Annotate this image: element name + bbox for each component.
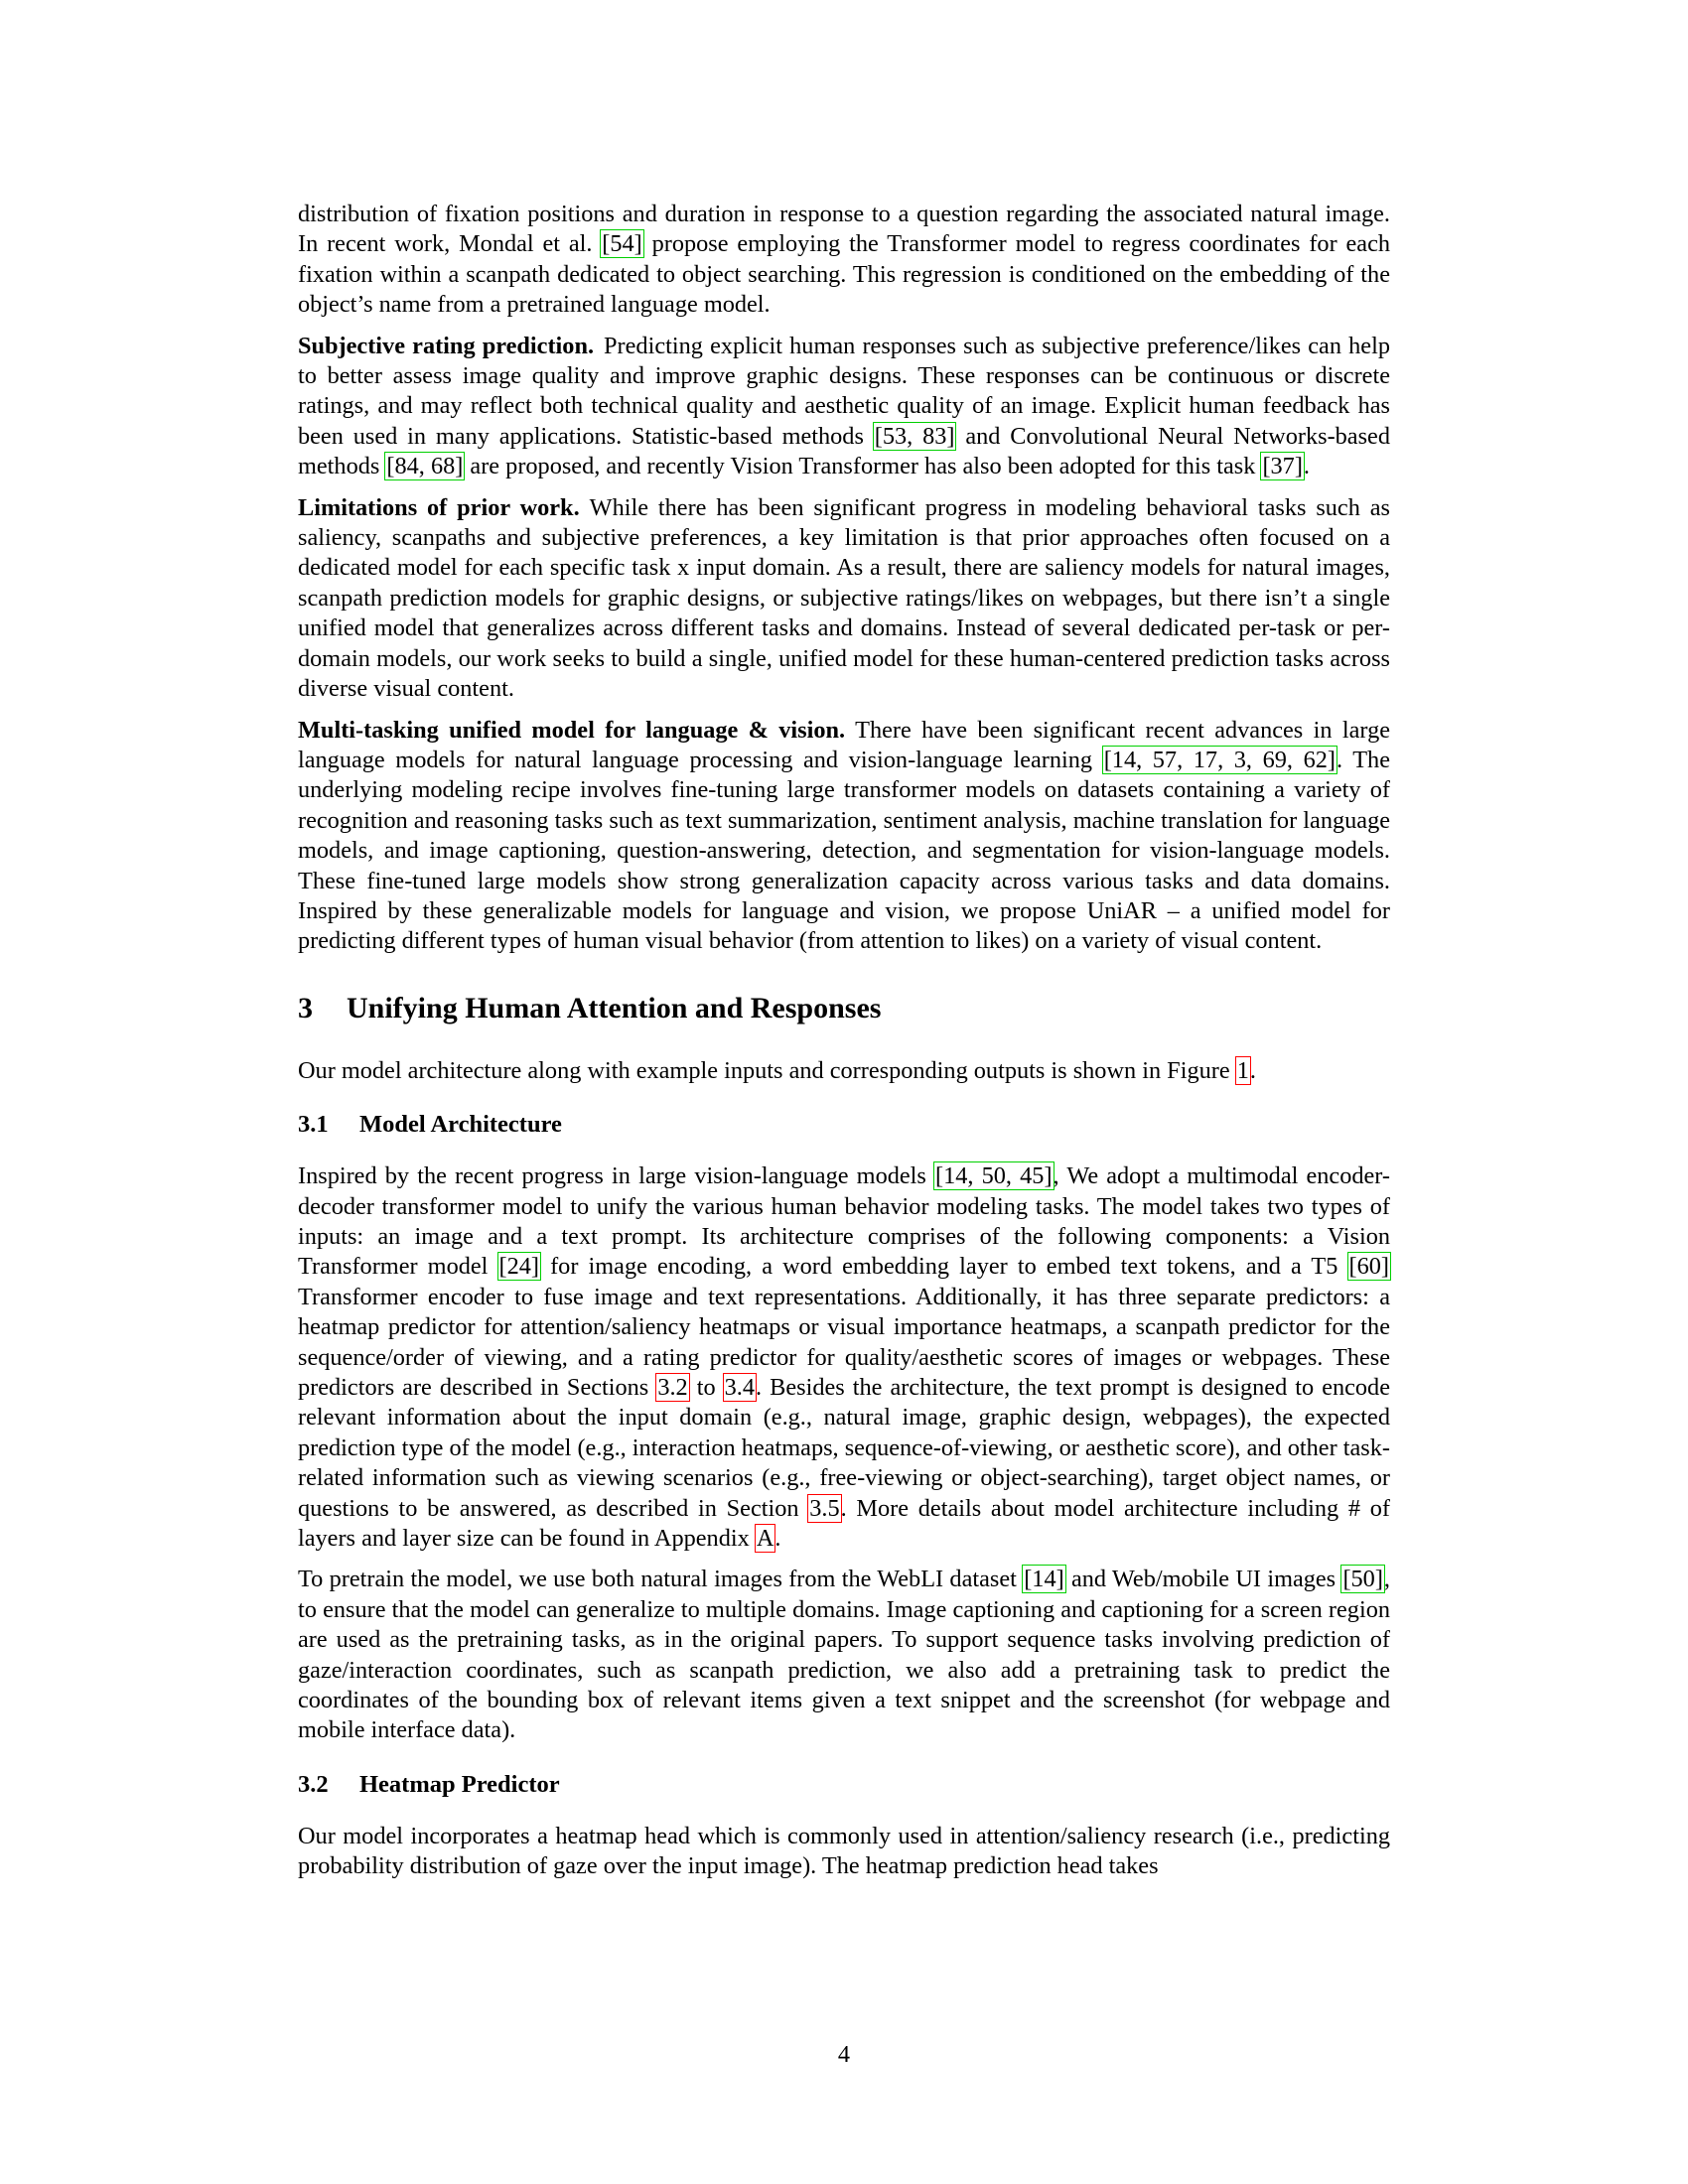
paragraph-subjective-rating: Subjective rating prediction. Predicting explicit human responses such as subjective preference/likes can help to better assess image quality and improve graphic designs. These responses can be continuous or discrete ratings, and may reflect both technical quality and aesthetic quality of an image. Explicit human feedback has been used in many applications. Statistic-based methods [53, 83] and Convolutional Neural Networks-based methods [84, 68] are proposed, and recently Vision Transformer has also been adopted for this task [37]. <box>298 332 1390 480</box>
citation-link[interactable]: [53, 83] <box>874 422 955 450</box>
section-reference-link[interactable]: 3.5 <box>809 1494 840 1522</box>
paragraph-gaze-prediction: distribution of fixation positions and duration in response to a question regarding the associated natural image. In recent work, Mondal et al. [54] propose employing the Transformer model to regress coordinates for each fixation within a scanpath dedicated to object searching. This regression is conditioned on the embedding of the object’s name from a pretrained language model. <box>298 201 1391 319</box>
citation-link[interactable]: [14, 50, 45] <box>935 1162 1053 1190</box>
paragraph-heading: Multi-tasking unified model for language & vision. <box>298 716 846 744</box>
subsection-number: 3.1 <box>298 1111 329 1139</box>
subsection-heading <box>298 1770 1390 1800</box>
citation-link[interactable]: [54] <box>602 230 642 258</box>
subsection-title: Model Architecture <box>359 1111 562 1139</box>
citation-link[interactable]: [37] <box>1262 453 1303 480</box>
figure-reference-link[interactable]: 1 <box>1236 1056 1249 1084</box>
paragraph-limitations: Limitations of prior work. While there has been significant progress in modeling behavioral tasks such as saliency, scanpaths and subjective preferences, a key limitation is that prior approaches often focused on a dedicated model for each specific task x input domain. As a result, there are saliency models for natural images, scanpath prediction models for graphic designs, or subjective ratings/likes on webpages, but there isn’t a single unified model that generalizes across different tasks and domains. Instead of several dedicated per-task or per-domain models, our work seeks to build a single, unified model for these human-centered prediction tasks across diverse visual content. <box>298 493 1390 703</box>
paragraph-pretraining: To pretrain the model, we use both natural images from the WebLI dataset [14] and Web/mobile UI images [50], to ensure that the model can generalize to multiple domains. Image captioning and captioning for a screen region are used as the pretraining tasks, as in the original papers. To support sequence tasks involving prediction of gaze/interaction coordinates, such as scanpath prediction, we also add a pretraining task to predict the coordinates of the bounding box of relevant items given a text snippet and the screenshot (for webpage and mobile interface data). <box>298 1566 1390 1744</box>
paragraph-architecture-intro: Our model architecture along with example inputs and corresponding outputs is shown in Figure 1. <box>298 1056 1256 1084</box>
subsection-title: Heatmap Predictor <box>359 1770 560 1798</box>
paragraph-multitasking: Multi-tasking unified model for language & vision. There have been significant recent advances in large language models for natural language processing and vision-language learning [14, 57, 17, 3, 69, 62]. The underlying modeling recipe involves fine-tuning large transformer models on datasets containing a variety of recognition and reasoning tasks such as text summarization, sentiment analysis, machine translation for language models, and image captioning, question-answering, detection, and segmentation for vision-language models. These fine-tuned large models show strong generalization capacity across various tasks and data domains. Inspired by these generalizable models for language and vision, we propose UniAR – a unified model for predicting different types of human visual behavior (from attention to likes) on a variety of visual content. <box>298 716 1390 955</box>
paper-page-body <box>298 200 1390 1893</box>
section-reference-link[interactable]: 3.4 <box>724 1374 756 1401</box>
section-reference-link[interactable]: 3.2 <box>657 1374 688 1401</box>
subsection-number: 3.2 <box>298 1770 329 1798</box>
paragraph-heading: Limitations of prior work. <box>298 493 580 521</box>
paragraph-model-architecture: Inspired by the recent progress in large vision-language models [14, 50, 45], We adopt a multimodal encoder-decoder transformer model to unify the various human behavior modeling tasks. The model takes two types of inputs: an image and a text prompt. Its architecture comprises of the following components: a Vision Transformer model [24] for image encoding, a word embedding layer to embed text tokens, and a T5 [60] Transformer encoder to fuse image and text representations. Additionally, it has three separate predictors: a heatmap predictor for attention/saliency heatmaps or visual importance heatmaps, a scanpath predictor for the sequence/order of viewing, and a rating predictor for quality/aesthetic scores of images or webpages. These predictors are described in Sections 3.2 to 3.4. Besides the architecture, the text prompt is designed to encode relevant information about the input domain (e.g., natural image, graphic design, webpages), the expected prediction type of the model (e.g., interaction heatmaps, sequence-of-viewing, or aesthetic score), and other task-related information such as viewing scenarios (e.g., free-viewing or object-searching), target object names, or questions to be answered, as described in Section 3.5. More details about model architecture including # of layers and layer size can be found in Appendix A. <box>298 1162 1390 1553</box>
citation-link[interactable]: [14, 57, 17, 3, 69, 62] <box>1103 746 1336 773</box>
page-number: 4 <box>837 2041 851 2068</box>
citation-link[interactable]: [60] <box>1348 1253 1389 1281</box>
section-heading <box>298 991 1390 1026</box>
subsection-heading <box>298 1110 1390 1140</box>
citation-link[interactable]: [14] <box>1024 1566 1064 1593</box>
citation-link[interactable]: [50] <box>1342 1566 1383 1593</box>
citation-link[interactable]: [84, 68] <box>386 453 464 480</box>
section-title: Unifying Human Attention and Responses <box>347 991 882 1024</box>
paragraph-heading: Subjective rating prediction. <box>298 332 595 359</box>
citation-link[interactable]: [24] <box>498 1253 539 1281</box>
appendix-reference-link[interactable]: A <box>756 1525 774 1553</box>
paragraph-heatmap-predictor: Our model incorporates a heatmap head which is commonly used in attention/saliency research (i.e., predicting probability distribution of gaze over the input image). The heatmap prediction head takes <box>298 1822 1390 1880</box>
section-number: 3 <box>298 991 313 1024</box>
